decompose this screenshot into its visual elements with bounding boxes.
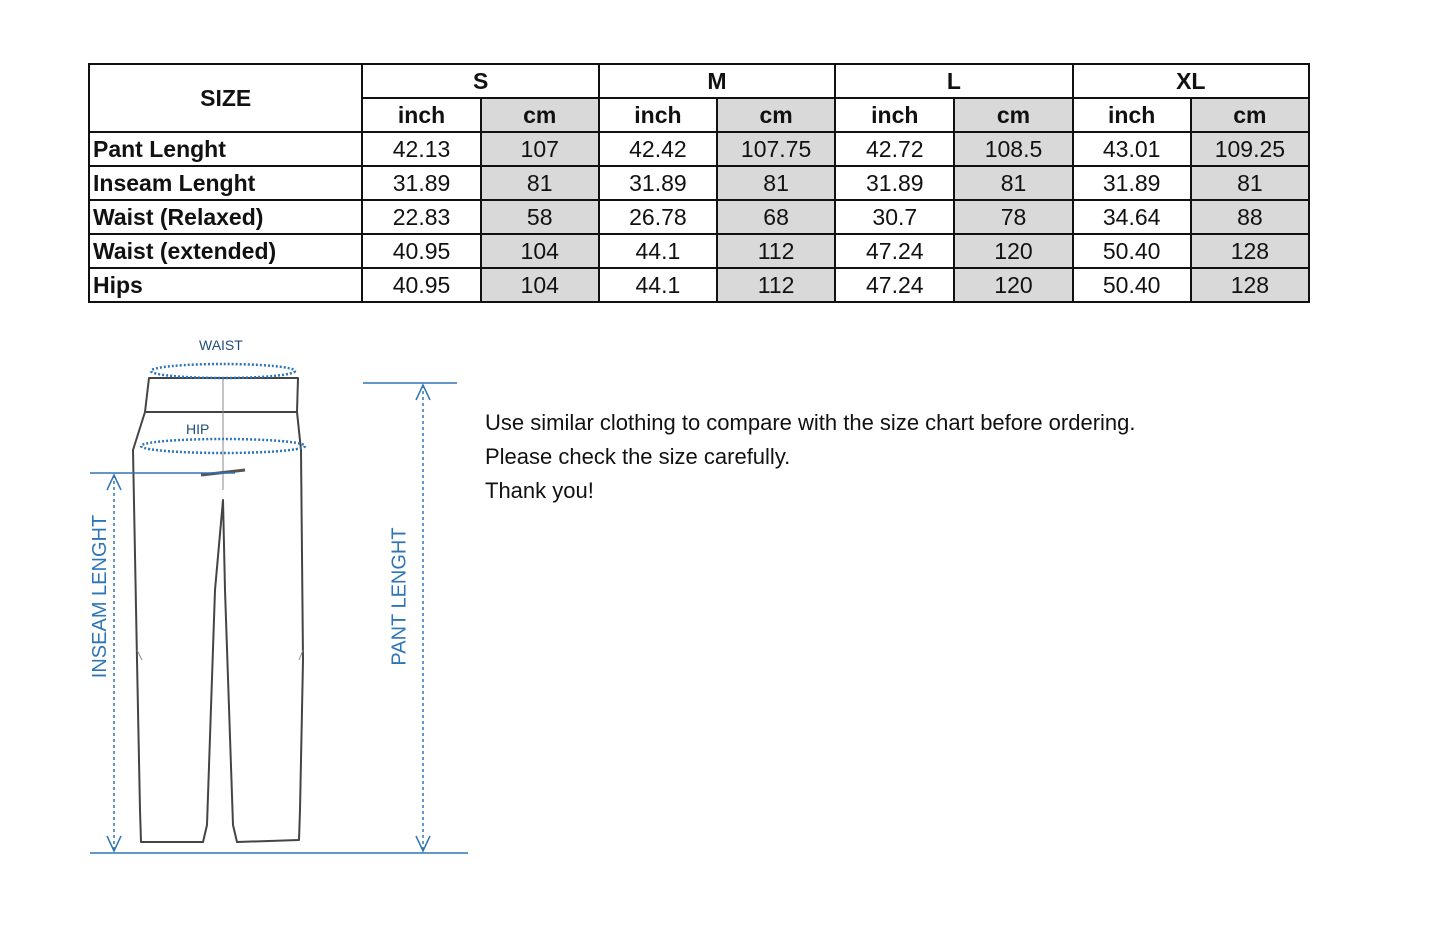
cell-cm: 107.75 — [717, 132, 835, 166]
row-label: Inseam Lenght — [89, 166, 362, 200]
cell-cm: 128 — [1191, 268, 1309, 302]
unit-inch: inch — [1073, 98, 1191, 132]
cell-cm: 81 — [954, 166, 1072, 200]
cell-cm: 112 — [717, 268, 835, 302]
cell-cm: 81 — [481, 166, 599, 200]
cell-inch: 22.83 — [362, 200, 480, 234]
cell-inch: 47.24 — [835, 268, 954, 302]
table-row — [89, 132, 1309, 166]
row-label: Waist (Relaxed) — [89, 200, 362, 234]
cell-cm: 104 — [481, 234, 599, 268]
cell-inch: 31.89 — [1073, 166, 1191, 200]
cell-cm: 107 — [481, 132, 599, 166]
cell-cm: 88 — [1191, 200, 1309, 234]
cell-inch: 47.24 — [835, 234, 954, 268]
cell-cm: 112 — [717, 234, 835, 268]
waist-label: WAIST — [199, 337, 243, 353]
cell-cm: 108.5 — [954, 132, 1072, 166]
cell-cm: 128 — [1191, 234, 1309, 268]
cell-inch: 44.1 — [599, 268, 717, 302]
cell-cm: 120 — [954, 268, 1072, 302]
cell-inch: 34.64 — [1073, 200, 1191, 234]
note-line: Please check the size carefully. — [485, 444, 791, 469]
cell-cm: 104 — [481, 268, 599, 302]
cell-cm: 109.25 — [1191, 132, 1309, 166]
cell-cm: 81 — [1191, 166, 1309, 200]
size-header-row — [89, 64, 1309, 98]
unit-cm: cm — [717, 98, 835, 132]
note-line: Thank you! — [485, 478, 594, 503]
note-line: Use similar clothing to compare with the size chart before ordering. — [485, 410, 1136, 435]
size-chart-table — [88, 63, 1310, 303]
cell-inch: 26.78 — [599, 200, 717, 234]
row-label: Hips — [89, 268, 362, 302]
cell-inch: 42.72 — [835, 132, 954, 166]
cell-inch: 42.42 — [599, 132, 717, 166]
waist-ellipse — [151, 364, 295, 378]
row-label: Waist (extended) — [89, 234, 362, 268]
cell-inch: 31.89 — [599, 166, 717, 200]
cell-inch: 50.40 — [1073, 268, 1191, 302]
table-row — [89, 268, 1309, 302]
unit-inch: inch — [835, 98, 954, 132]
cell-inch: 31.89 — [362, 166, 480, 200]
table-row — [89, 166, 1309, 200]
row-label: Pant Lenght — [89, 132, 362, 166]
table-row — [89, 234, 1309, 268]
unit-inch: inch — [362, 98, 480, 132]
cell-cm: 58 — [481, 200, 599, 234]
cell-inch: 40.95 — [362, 268, 480, 302]
pants-measurement-diagram — [85, 330, 475, 865]
pants-illustration — [85, 330, 475, 865]
cell-cm: 78 — [954, 200, 1072, 234]
cell-inch: 42.13 — [362, 132, 480, 166]
size-l-header: L — [835, 64, 1072, 98]
cell-cm: 68 — [717, 200, 835, 234]
hip-label: HIP — [186, 421, 210, 437]
unit-cm: cm — [481, 98, 599, 132]
size-header: SIZE — [89, 64, 362, 132]
size-m-header: M — [599, 64, 835, 98]
cell-inch: 44.1 — [599, 234, 717, 268]
cell-inch: 50.40 — [1073, 234, 1191, 268]
cell-cm: 120 — [954, 234, 1072, 268]
unit-cm: cm — [1191, 98, 1309, 132]
table-row — [89, 200, 1309, 234]
cell-cm: 81 — [717, 166, 835, 200]
cell-inch: 43.01 — [1073, 132, 1191, 166]
inseam-length-label: INSEAM LENGHT — [89, 514, 111, 679]
unit-inch: inch — [599, 98, 717, 132]
unit-cm: cm — [954, 98, 1072, 132]
size-s-header: S — [362, 64, 598, 98]
cell-inch: 31.89 — [835, 166, 954, 200]
cell-inch: 40.95 — [362, 234, 480, 268]
ordering-notes — [485, 406, 1136, 508]
cell-inch: 30.7 — [835, 200, 954, 234]
size-xl-header: XL — [1073, 64, 1309, 98]
pants-outline — [133, 378, 303, 842]
pant-length-label: PANT LENGHT — [388, 527, 411, 666]
